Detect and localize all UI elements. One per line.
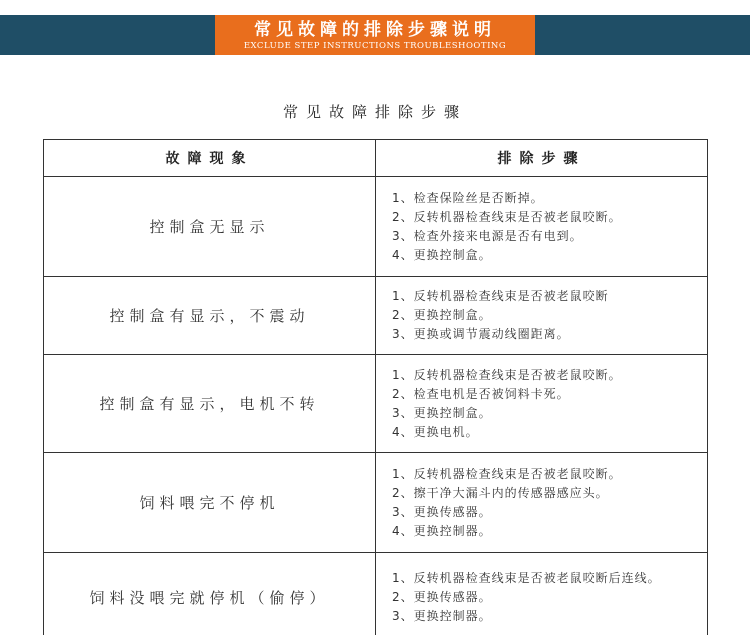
symptom-cell: 控制盒有显示，电机不转 [44, 355, 376, 453]
step-item: 2、更换控制盒。 [392, 308, 492, 322]
table-row [44, 453, 708, 553]
step-item: 2、擦干净大漏斗内的传感器感应头。 [392, 485, 609, 500]
step-item: 1、反转机器检查线束是否被老鼠咬断。 [392, 367, 622, 382]
step-item: 1、反转机器检查线束是否被老鼠咬断。 [392, 466, 622, 481]
steps-cell [376, 177, 708, 277]
step-item: 1、检查保险丝是否断掉。 [392, 190, 544, 205]
step-item: 3、更换或调节震动线圈距离。 [392, 327, 570, 341]
symptom-cell: 控制盒有显示，不震动 [44, 277, 376, 355]
step-item: 1、反转机器检查线束是否被老鼠咬断后连线。 [392, 571, 661, 585]
banner-subtitle: EXCLUDE STEP INSTRUCTIONS TROUBLESHOOTING [243, 41, 507, 51]
steps-cell [376, 355, 708, 453]
symptom-cell: 饲料没喂完就停机（偷停） [44, 553, 376, 635]
step-item: 4、更换控制器。 [392, 523, 492, 538]
step-item: 3、更换传感器。 [392, 504, 492, 519]
symptom-cell: 饲料喂完不停机 [44, 453, 376, 553]
step-item: 4、更换控制盒。 [392, 247, 492, 262]
step-item: 2、更换传感器。 [392, 590, 492, 604]
steps-cell [376, 553, 708, 635]
step-item: 2、反转机器检查线束是否被老鼠咬断。 [392, 209, 622, 224]
table-row [44, 355, 708, 453]
table-row [44, 553, 708, 635]
header-banner [0, 15, 750, 55]
table-header-row [44, 140, 708, 177]
steps-cell [376, 277, 708, 355]
step-item: 1、反转机器检查线束是否被老鼠咬断 [392, 289, 609, 303]
step-item: 3、更换控制器。 [392, 609, 492, 623]
symptom-cell: 控制盒无显示 [44, 177, 376, 277]
step-item: 4、更换电机。 [392, 424, 479, 439]
step-item: 3、更换控制盒。 [392, 405, 492, 420]
table-row [44, 177, 708, 277]
table-row [44, 277, 708, 355]
header-steps: 排除步骤 [376, 140, 708, 177]
step-item: 3、检查外接来电源是否有电到。 [392, 228, 583, 243]
steps-cell [376, 453, 708, 553]
section-title: 常见故障排除步骤 [282, 103, 467, 121]
step-item: 2、检查电机是否被饲料卡死。 [392, 386, 570, 401]
troubleshooting-table [43, 139, 708, 635]
banner-title: 常见故障的排除步骤说明 [254, 20, 496, 40]
header-symptom: 故障现象 [44, 140, 376, 177]
banner-title-box [215, 15, 535, 55]
